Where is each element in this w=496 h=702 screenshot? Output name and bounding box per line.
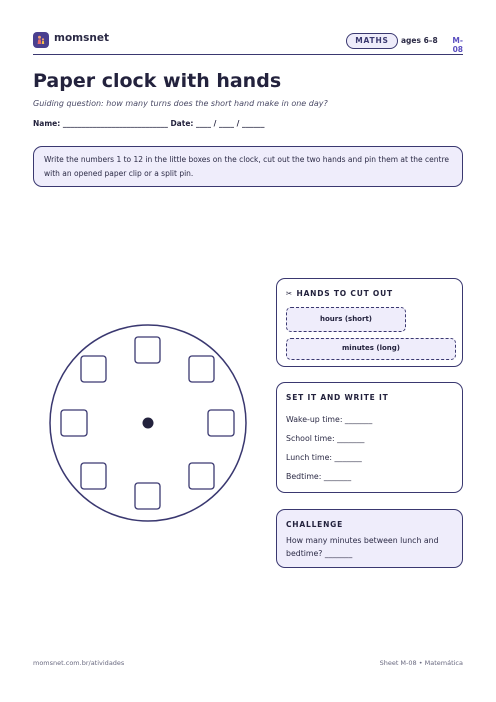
age-range: ages 6–8 — [401, 36, 438, 45]
set-card-title: SET IT AND WRITE IT — [286, 393, 389, 402]
page-title: Paper clock with hands — [33, 70, 282, 92]
hands-card-title: ✂ HANDS TO CUT OUT — [286, 289, 393, 298]
wake-up-time-field[interactable]: Wake-up time: _______ — [286, 415, 373, 424]
sheet-code: M-08 — [452, 36, 463, 54]
footer-url: momsnet.com.br/atividades — [33, 659, 125, 667]
number-box-4-5[interactable] — [189, 463, 214, 489]
school-time-field[interactable]: School time: _______ — [286, 434, 365, 443]
subject-badge: MATHS — [346, 33, 398, 49]
minute-hand-cutout[interactable]: minutes (long) — [286, 338, 456, 360]
hands-card — [276, 278, 463, 367]
set-it-card — [276, 382, 463, 493]
challenge-card — [276, 509, 463, 568]
number-box-10-11[interactable] — [81, 356, 106, 382]
brand-name: momsnet — [54, 32, 109, 44]
instructions-text: Write the numbers 1 to 12 in the little boxes on the clock, cut out the two hands and pin them at the centre with an opened paper clip or a split pin. — [44, 155, 449, 178]
number-box-6[interactable] — [135, 483, 160, 509]
bedtime-field[interactable]: Bedtime: _______ — [286, 472, 352, 481]
clock-center-pin — [143, 418, 154, 429]
number-box-12[interactable] — [135, 337, 160, 363]
guiding-question: Guiding question: how many turns does the short hand make in one day? — [33, 99, 328, 108]
challenge-title: CHALLENGE — [286, 520, 344, 529]
name-date-line: Name: ____________________________ Date: ____ / ____ / ______ — [33, 119, 265, 128]
number-box-9[interactable] — [61, 410, 87, 436]
lunch-time-field[interactable]: Lunch time: _______ — [286, 453, 362, 462]
number-box-1-2[interactable] — [189, 356, 214, 382]
challenge-question[interactable]: How many minutes between lunch and bedtime? _______ — [286, 536, 439, 558]
number-box-3[interactable] — [208, 410, 234, 436]
number-box-7-8[interactable] — [81, 463, 106, 489]
hour-hand-cutout[interactable]: hours (short) — [286, 307, 406, 332]
footer-sheet-label: Sheet M-08 • Matemática — [379, 659, 463, 667]
